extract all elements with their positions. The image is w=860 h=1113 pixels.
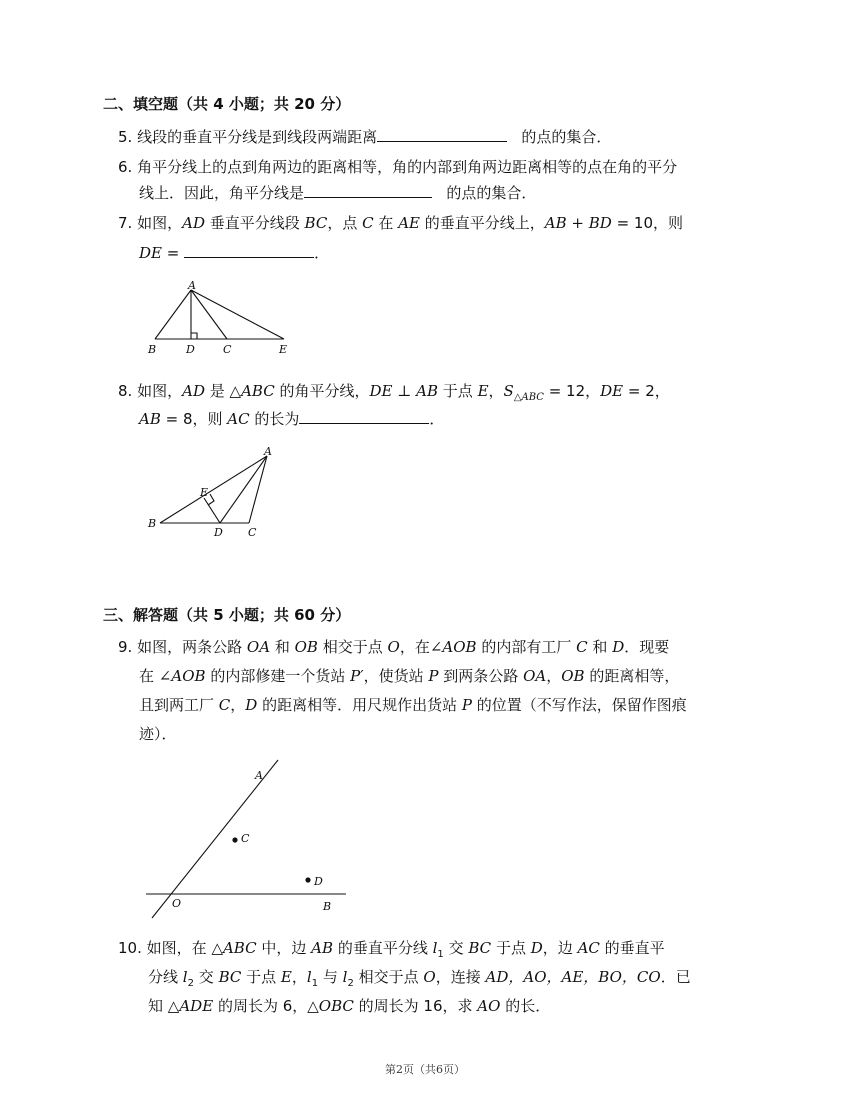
label-a: A (188, 279, 196, 292)
label-a: A (264, 445, 272, 458)
label-d: D (214, 526, 223, 539)
question-5: 5. 线段的垂直平分线是到线段两端距离 的点的集合． (118, 128, 612, 146)
question-number: 5. (118, 128, 133, 146)
question-number: 6. (118, 158, 133, 176)
question-number: 8. (118, 382, 133, 400)
segment-ac (191, 290, 227, 339)
point-c (232, 837, 237, 842)
question-8-line-2: AB = 8，则 AC 的长为 ． (139, 410, 445, 428)
section-title-fill-in: 二、填空题（共 4 小题；共 20 分） (103, 95, 351, 113)
label-e: E (200, 486, 209, 499)
label-c: C (248, 526, 257, 539)
segment-ad (220, 456, 267, 523)
question-7-line-2: DE = ． (139, 244, 330, 262)
label-b: B (148, 343, 157, 356)
label-b: B (323, 900, 332, 913)
label-d: D (314, 875, 323, 888)
question-10-line-3: 知 △ADE 的周长为 6，△OBC 的周长为 16，求 AO 的长． (148, 997, 551, 1015)
question-number: 9. (118, 638, 133, 656)
right-angle-mark (191, 333, 197, 339)
answer-blank[interactable] (184, 243, 314, 258)
label-a: A (255, 769, 263, 782)
label-b: B (148, 517, 157, 530)
question-10-line-2: 分线 $l_2$ 交 BC 于点 E，$l_1$ 与 $l_2$ 相交于点 O，连接 AD，AO，AE，BO，CO．已 (148, 968, 691, 989)
figure-q8 (140, 443, 290, 543)
segment-ab (155, 290, 191, 339)
label-o: O (172, 897, 182, 910)
question-8-line-1: 8. 如图，AD 是 △ABC 的角平分线，DE ⊥ AB 于点 E，$S_{\triangle ABC} = 12$，DE = 2， (118, 382, 670, 403)
answer-blank[interactable] (299, 409, 429, 424)
answer-blank[interactable] (304, 183, 432, 198)
point-d (305, 877, 310, 882)
question-7-line-1: 7. 如图，AD 垂直平分线段 BC，点 C 在 AE 的垂直平分线上，AB + BD = 10，则 (118, 214, 683, 232)
section-title-answer: 三、解答题（共 5 小题；共 60 分） (103, 606, 351, 624)
question-9-line-4: 迹）． (139, 725, 177, 743)
label-d: D (186, 343, 195, 356)
segment-ae (191, 290, 284, 339)
label-c: C (223, 343, 232, 356)
question-9-line-1: 9. 如图，两条公路 OA 和 OB 相交于点 O，在∠AOB 的内部有工厂 C 和 D．现要 (118, 638, 670, 656)
question-number: 7. (118, 214, 133, 232)
right-angle-mark (208, 494, 214, 505)
question-9-line-3: 且到两工厂 C，D 的距离相等．用尺规作出货站 P 的位置（不写作法，保留作图痕 (139, 696, 687, 714)
page-footer: 第2页（共6页） (385, 1063, 465, 1076)
figure-q9 (140, 755, 355, 925)
question-9-line-2: 在 ∠AOB 的内部修建一个货站 P′，使货站 P 到两条公路 OA，OB 的距离相等， (139, 667, 680, 685)
question-10-line-1: 10. 如图，在 △ABC 中，边 AB 的垂直平分线 $l_1$ 交 BC 于点 D，边 AC 的垂直平 (118, 939, 665, 960)
label-e: E (279, 343, 288, 356)
answer-blank[interactable] (377, 127, 507, 142)
label-c: C (241, 832, 250, 845)
question-6-line-2: 线上．因此，角平分线是 的点的集合． (139, 184, 537, 202)
question-6-line-1: 6. 角平分线上的点到角两边的距离相等，角的内部到角两边距离相等的点在角的平分 (118, 158, 678, 176)
figure-q7 (140, 278, 300, 358)
question-number: 10. (118, 939, 142, 957)
